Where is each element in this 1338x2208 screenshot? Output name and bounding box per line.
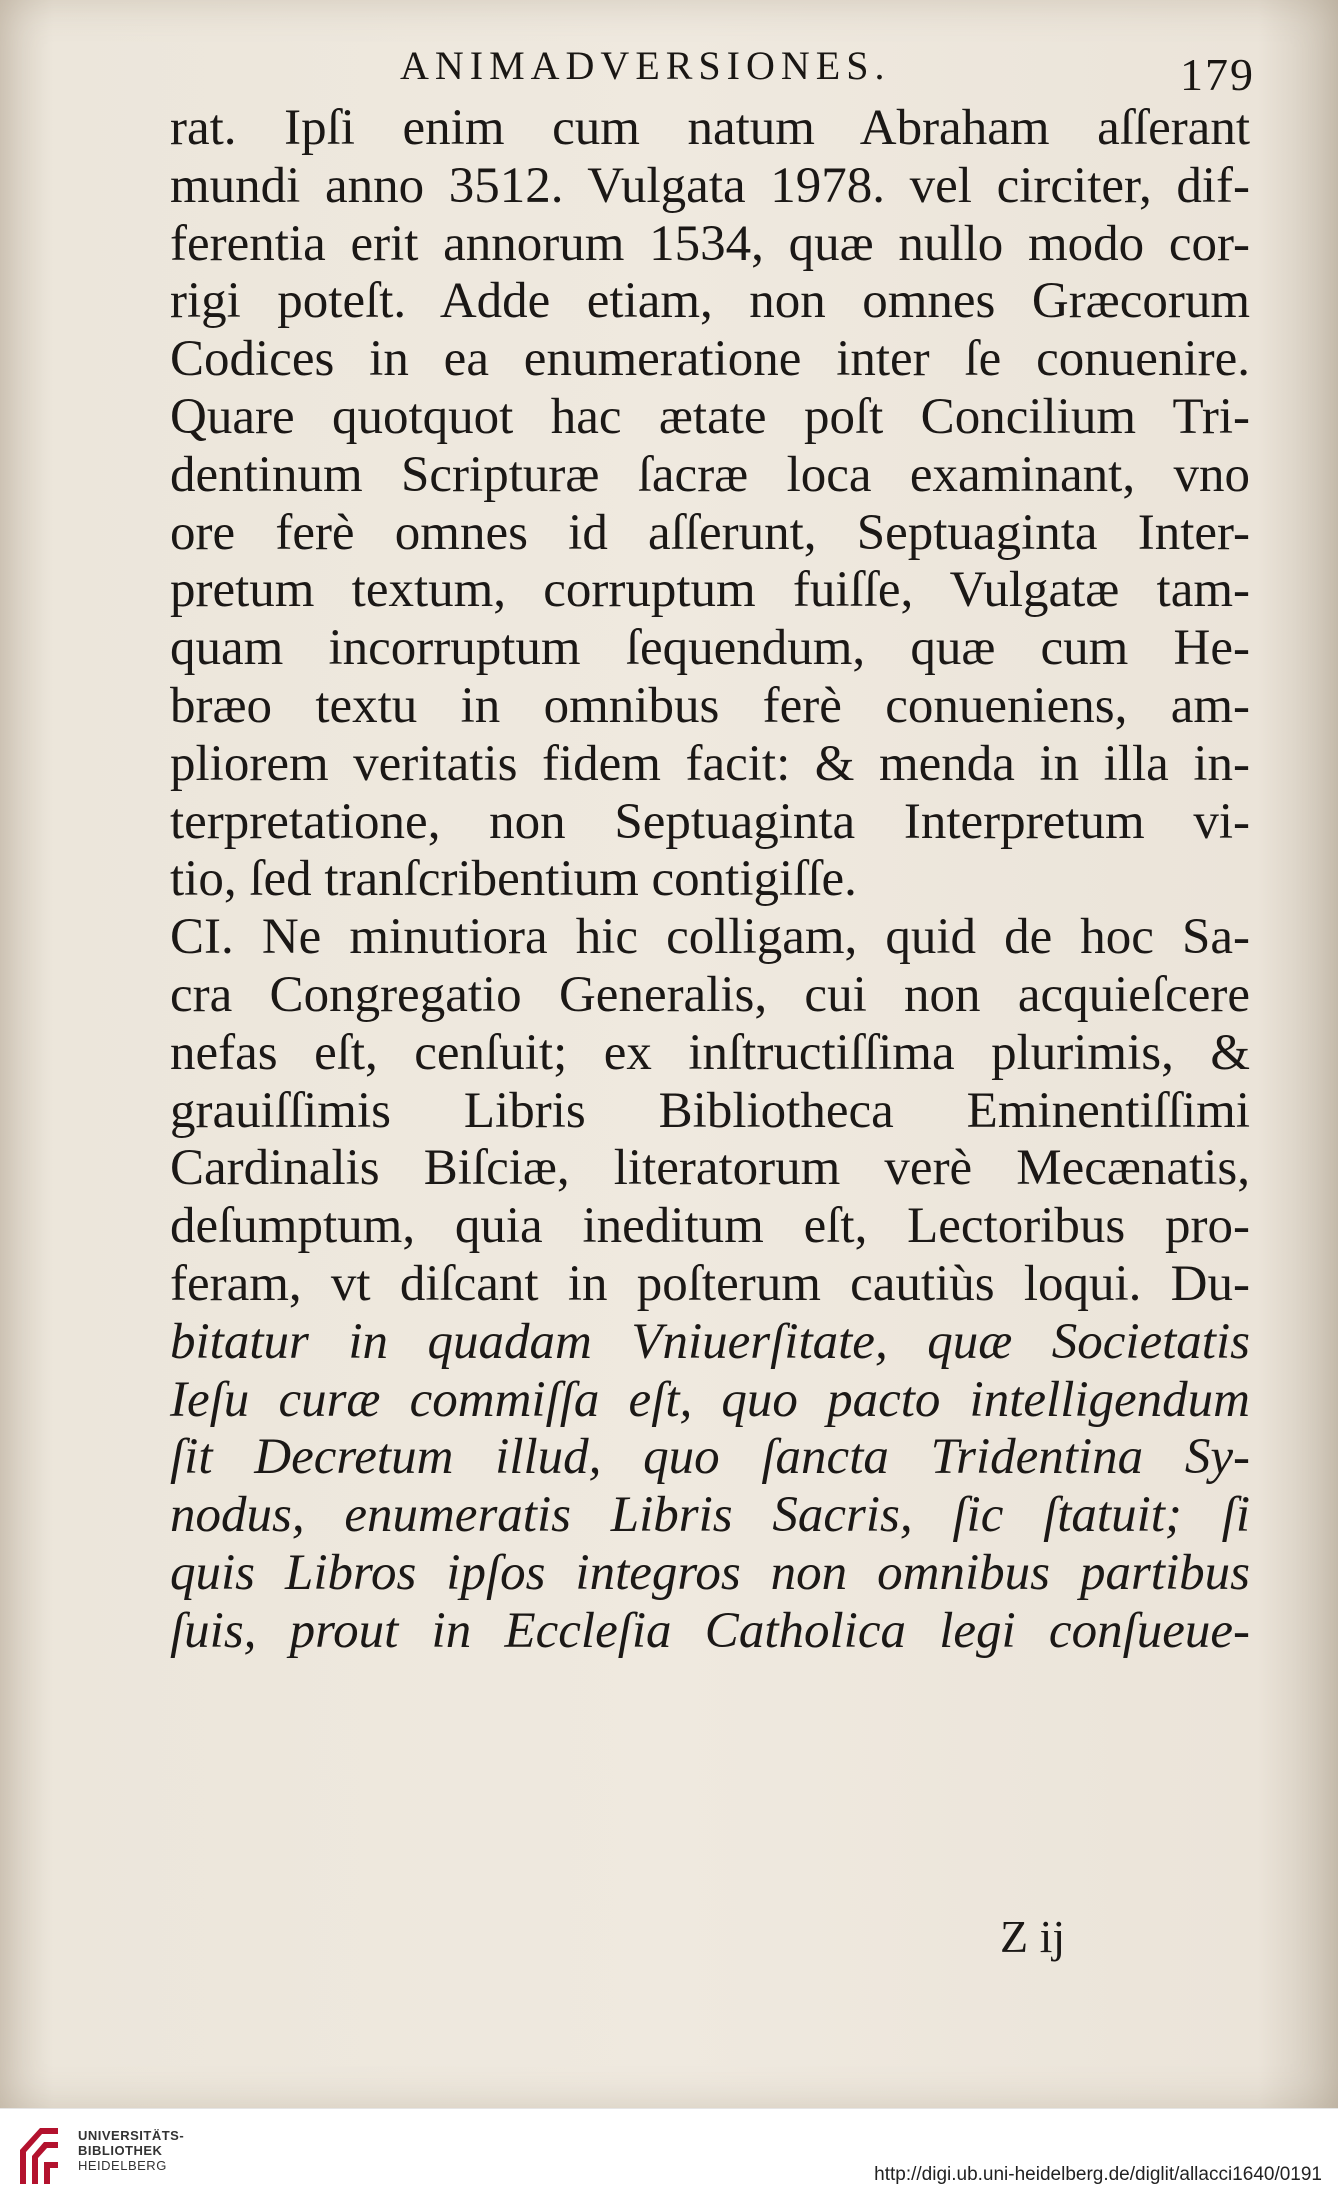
text-line: cra Congregatio Generalis, cui non acquieſcere [170,966,1250,1023]
page-header [0,40,1338,100]
logo-line: UNIVERSITÄTS- [78,2128,185,2143]
viewer-footer [0,2108,1338,2208]
text-line: pretum textum, corruptum fuiſſe, Vulgatæ tam- [170,562,1250,619]
page-number: 179 [1180,49,1255,100]
text-line: bræo textu in omnibus ferè conueniens, am- [170,677,1250,734]
text-line: grauiſſimis Libris Bibliotheca Eminentiſſimi [170,1082,1250,1139]
logo-line: BIBLIOTHEK [78,2143,163,2158]
text-line-italic: quis Libros ipſos integros non omnibus partibus [170,1544,1250,1601]
text-line: dentinum Scripturæ ſacræ loca examinant, vno [170,446,1250,503]
text-line: Quare quotquot hac ætate poſt Concilium Tri- [170,388,1250,445]
text-line: ore ferè omnes id aſſerunt, Septuaginta Inter- [170,504,1250,561]
text-line: pliorem veritatis fidem facit: & menda in illa in- [170,735,1250,792]
permalink-url[interactable]: http://digi.ub.uni-heidelberg.de/diglit/allacci1640/0191 [874,2164,1322,2185]
text-line: Codices in ea enumeratione inter ſe conuenire. [170,331,1250,388]
text-line: deſumptum, quia ineditum eſt, Lectoribus pro- [170,1198,1250,1255]
running-head: ANIMADVERSIONES. [400,43,891,88]
text-line: ferentia erit annorum 1534, quæ nullo modo cor- [170,215,1250,272]
signature-mark: Z ij [1000,1911,1066,1962]
text-line: quam incorruptum ſequendum, quæ cum He- [170,620,1250,677]
text-line-italic: Ieſu curæ commiſſa eſt, quo pacto intelligendum [170,1371,1250,1428]
text-line: Cardinalis Biſciæ, literatorum verè Mecænatis, [170,1140,1250,1197]
body-text [170,100,1250,1661]
text-line: mundi anno 3512. Vulgata 1978. vel circiter, dif- [170,157,1250,214]
text-line-italic: ſuis, prout in Eccleſia Catholica legi conſueue- [170,1602,1250,1659]
text-line: CI. Ne minutiora hic colligam, quid de hoc Sa- [170,909,1250,966]
library-logo-text[interactable] [78,2128,184,2173]
text-line: terpretatione, non Septuaginta Interpretum vi- [170,793,1250,850]
text-line: rigi poteſt. Adde etiam, non omnes Græcorum [170,273,1250,330]
text-line: tio, ſed tranſcribentium contigiſſe. [170,851,857,908]
text-line-italic: ſit Decretum illud, quo ſancta Tridentina Sy- [170,1429,1250,1486]
text-line: nefas eſt, cenſuit; ex inſtructiſſima plurimis, & [170,1024,1250,1081]
text-line-italic: bitatur in quadam Vniuerſitate, quæ Societatis [170,1313,1250,1370]
text-line: rat. Ipſi enim cum natum Abraham aſſerant [170,100,1250,156]
library-logo-icon[interactable] [14,2120,64,2190]
text-line-italic: nodus, enumeratis Libris Sacris, ſic ſtatuit; ſi [170,1487,1250,1544]
text-line: feram, vt diſcant in poſterum cautiùs loqui. Du- [170,1255,1250,1312]
logo-line: HEIDELBERG [78,2158,167,2173]
